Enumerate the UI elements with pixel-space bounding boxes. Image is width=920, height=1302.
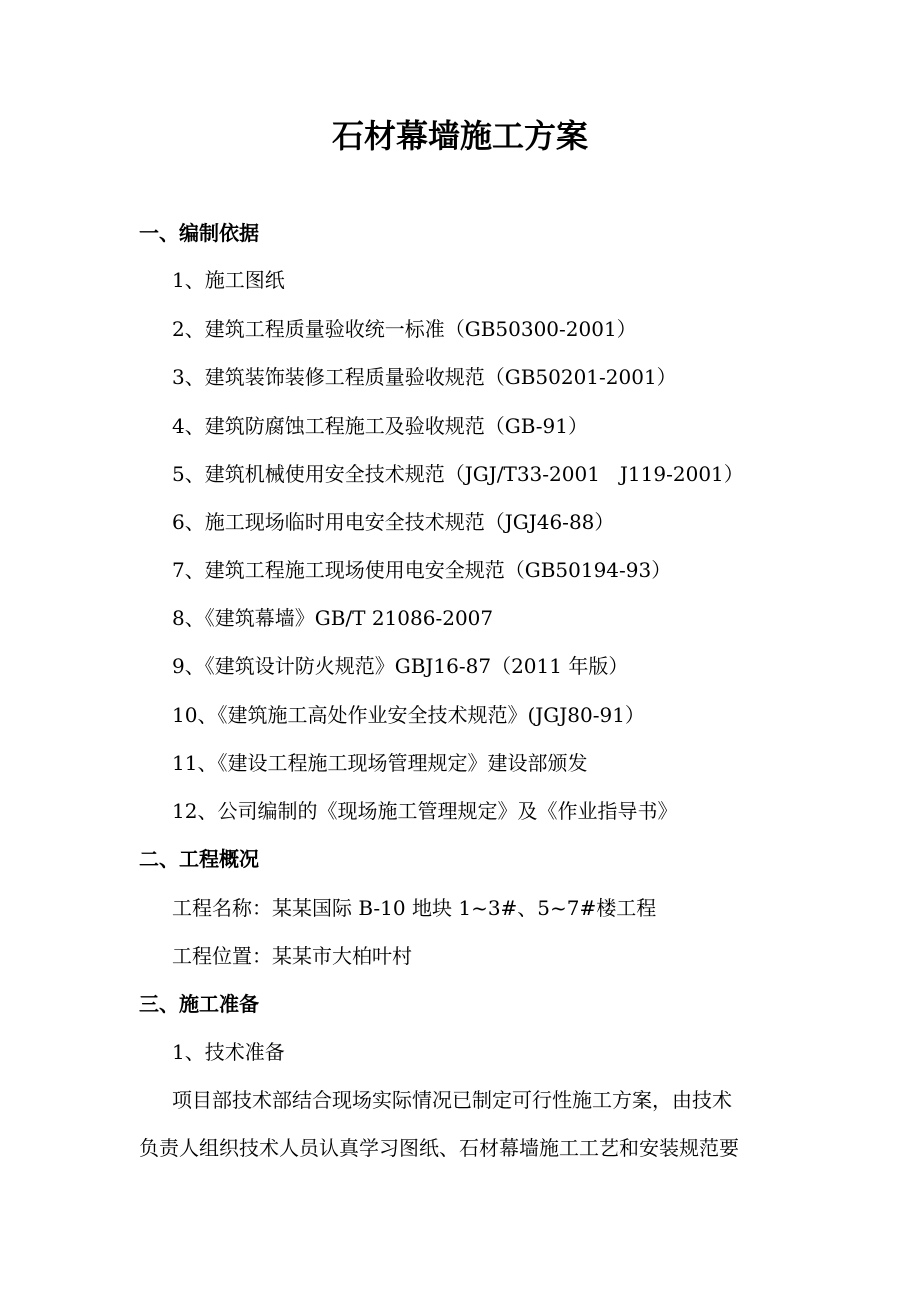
basis-item: 4、建筑防腐蚀工程施工及验收规范（GB-91） [172,414,588,438]
project-location: 工程位置：某某市大柏叶村 [172,944,412,968]
basis-item: 3、建筑装饰装修工程质量验收规范（GB50201-2001） [172,365,677,389]
basis-item: 2、建筑工程质量验收统一标准（GB50300-2001） [172,317,637,341]
basis-item: 7、建筑工程施工现场使用电安全规范（GB50194-93） [172,558,672,582]
basis-item: 5、建筑机械使用安全技术规范（JGJ/T33-2001 J119-2001） [172,462,744,486]
section-heading-preparation: 三、施工准备 [139,992,259,1016]
section-heading-overview: 二、工程概况 [139,847,259,871]
paragraph-line: 负责人组织技术人员认真学习图纸、石材幕墙施工工艺和安装规范要 [139,1136,739,1160]
section-heading-basis: 一、编制依据 [139,221,259,245]
basis-item: 9、《建筑设计防火规范》GBJ16-87（2011 年版） [172,654,629,678]
basis-item: 10、《建筑施工高处作业安全技术规范》(JGJ80-91） [172,703,645,727]
basis-item: 11、《建设工程施工现场管理规定》建设部颁发 [172,751,588,775]
subsection-technical-prep: 1、技术准备 [172,1040,285,1064]
basis-item: 6、施工现场临时用电安全技术规范（JGJ46-88） [172,510,615,534]
basis-item: 1、施工图纸 [172,268,285,292]
basis-item: 8、《建筑幕墙》GB/T 21086-2007 [172,606,494,630]
project-name: 工程名称：某某国际 B-10 地块 1~3#、5~7#楼工程 [172,896,657,920]
paragraph-line: 项目部技术部结合现场实际情况已制定可行性施工方案，由技术 [172,1088,732,1112]
document-title: 石材幕墙施工方案 [331,117,588,155]
basis-item: 12、公司编制的《现场施工管理规定》及《作业指导书》 [172,799,678,823]
